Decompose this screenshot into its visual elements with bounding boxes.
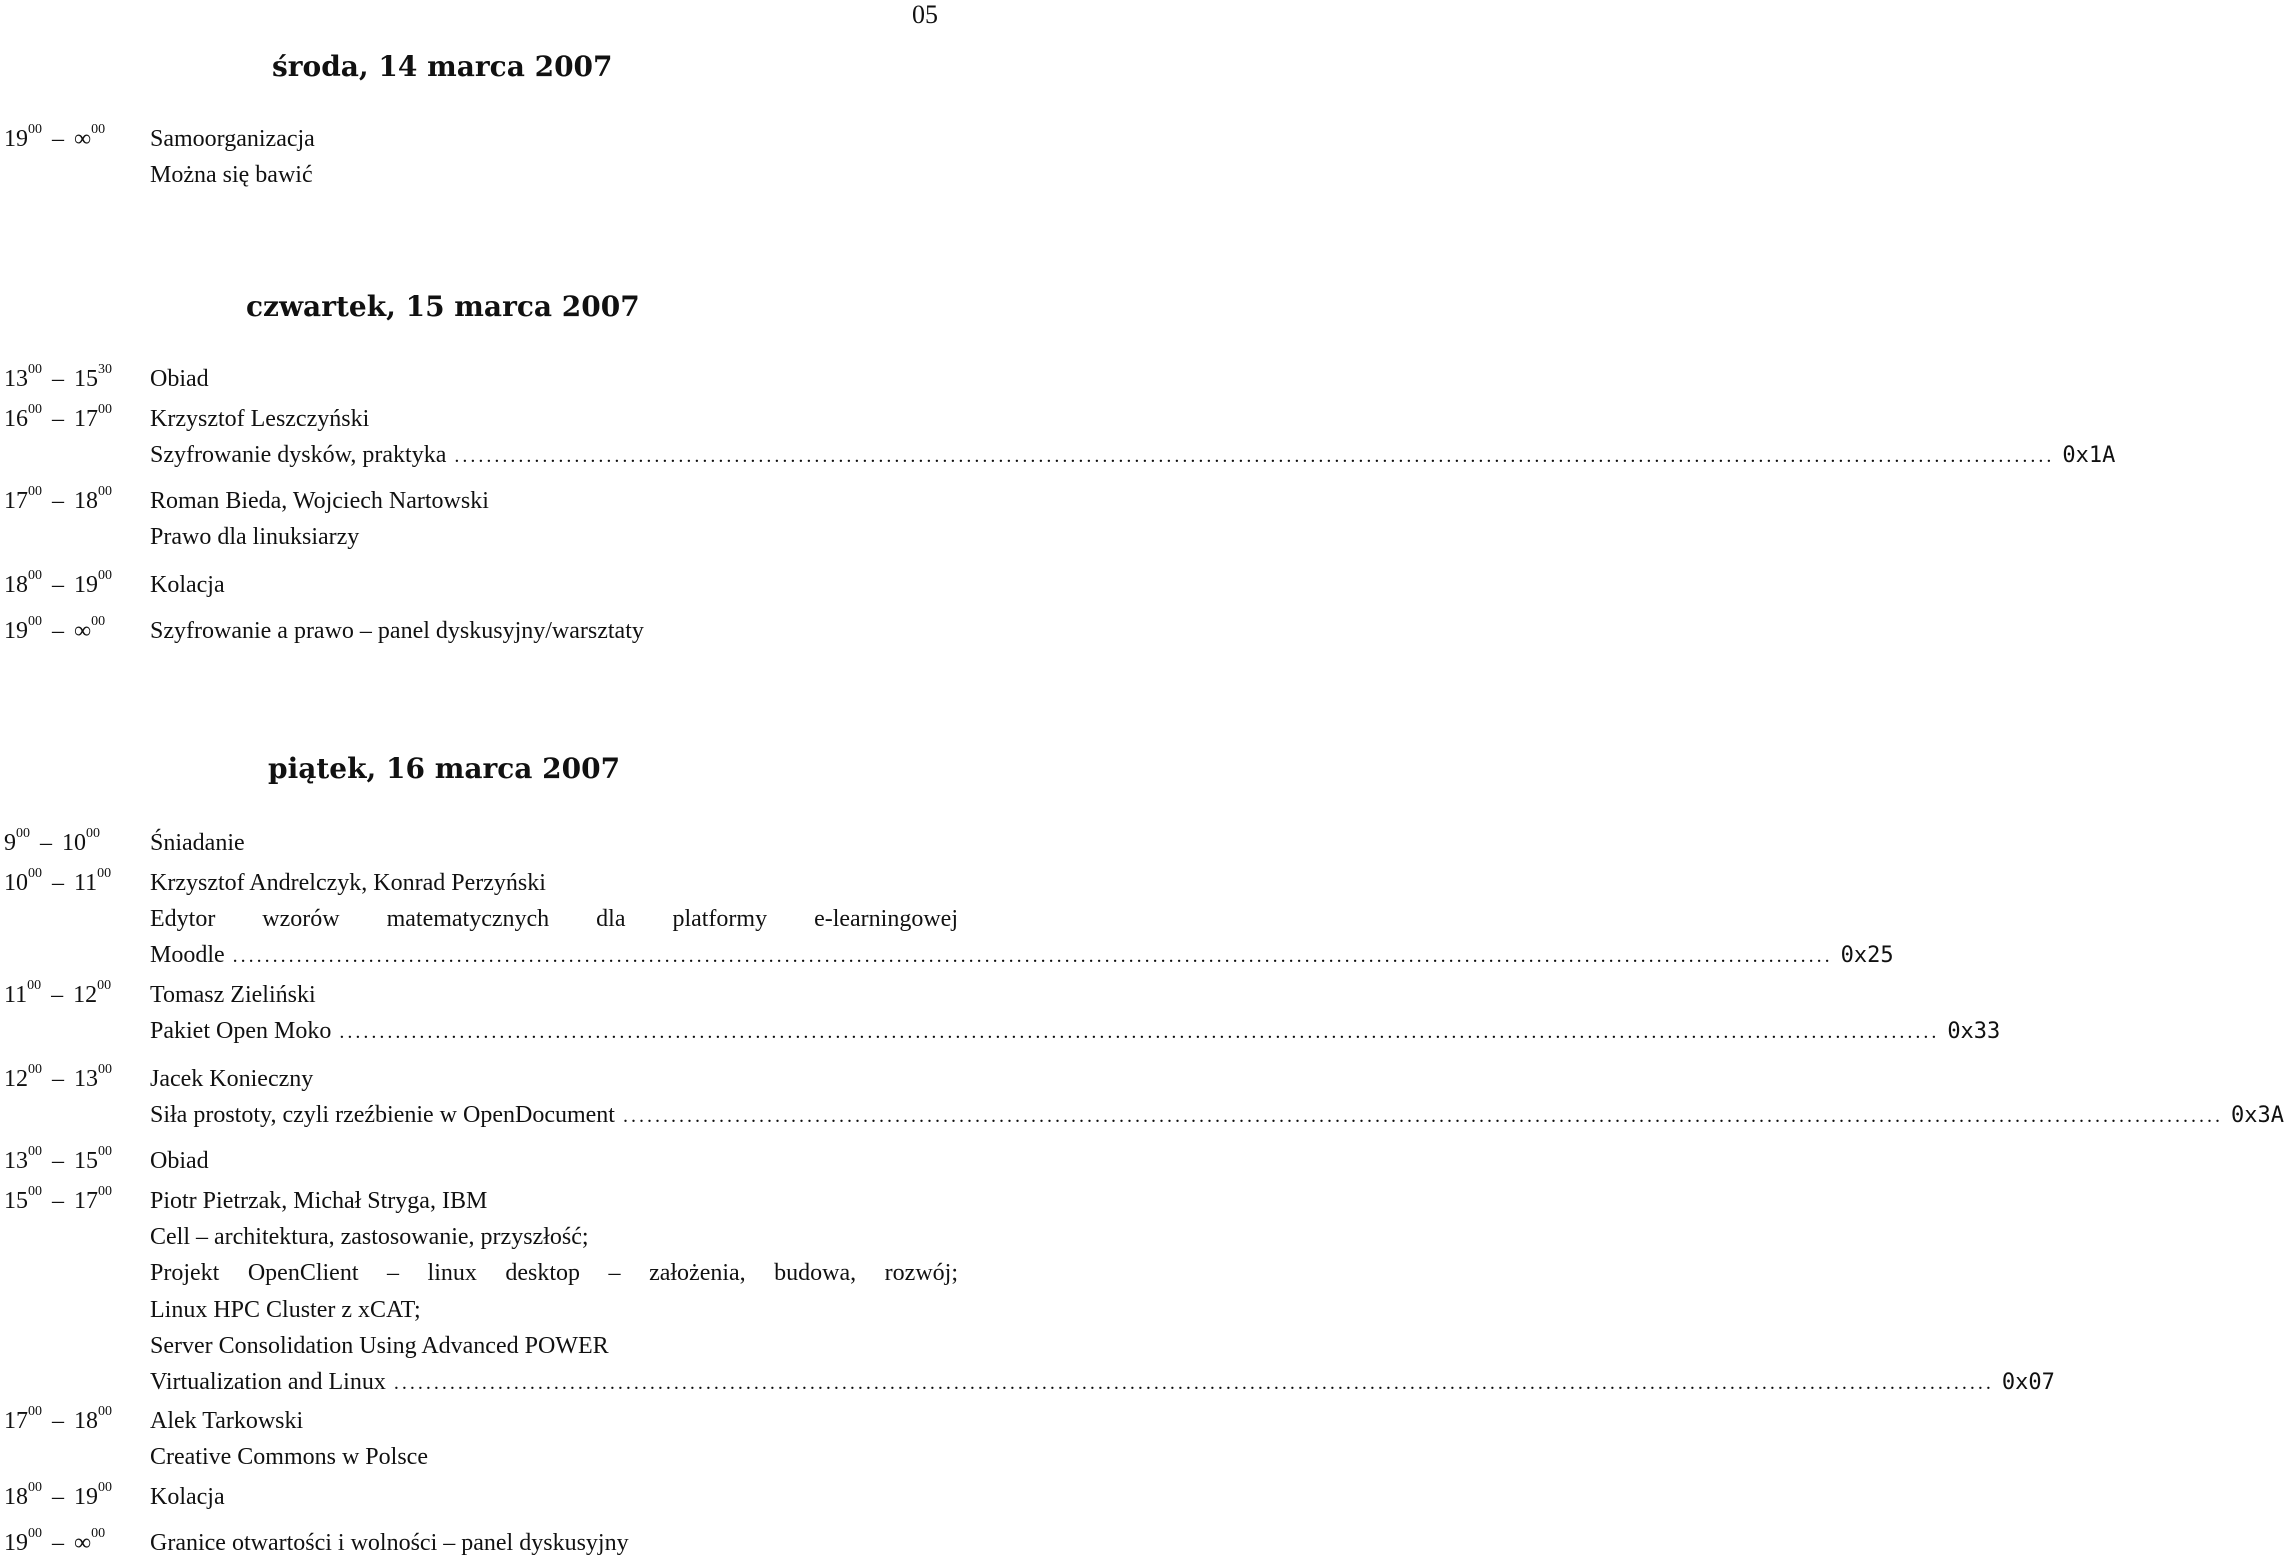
talk-title-line: [150, 1018, 2001, 1045]
talk-code: 0x07: [2001, 1370, 2055, 1395]
end-minute: 00: [97, 866, 112, 881]
time-dash: –: [52, 126, 64, 152]
end-minute: 30: [98, 362, 112, 377]
talk-title: Siła prostoty, czyli rzeźbienie w OpenDocument: [150, 1102, 615, 1128]
event-title: Krzysztof Leszczyński: [150, 406, 370, 432]
time-range: [4, 826, 144, 857]
talk-title-line: [150, 1369, 2055, 1396]
time-dash: –: [52, 870, 64, 896]
end-minute: 00: [91, 614, 106, 629]
time-dash: –: [52, 1408, 64, 1434]
time-dash: –: [40, 830, 52, 856]
talk-title: Virtualization and Linux: [150, 1369, 386, 1395]
time-range: [4, 1144, 144, 1175]
leader-dots: ........................................................................................................................................................................................................: [339, 1021, 1940, 1043]
time-range: [4, 978, 144, 1009]
time-range: [4, 1062, 144, 1093]
talk-title: Moodle: [150, 942, 225, 968]
event-title: Tomasz Zieliński: [150, 982, 316, 1008]
start-hour: 13: [4, 1148, 28, 1174]
talk-title-line: [150, 442, 2116, 469]
end-hour: 15: [74, 1148, 98, 1174]
start-hour: 16: [4, 406, 28, 432]
day-heading-wednesday: środa, 14 marca 2007: [272, 50, 613, 83]
end-hour: 10: [62, 830, 86, 856]
time-range: [4, 568, 144, 599]
end-minute: 00: [98, 1144, 112, 1159]
time-dash: –: [52, 1148, 64, 1174]
event-title: Obiad: [150, 1148, 209, 1174]
end-minute: 00: [98, 1184, 112, 1199]
start-hour: 15: [4, 1188, 28, 1214]
event-detail: Można się bawić: [150, 162, 313, 188]
start-hour: 18: [4, 572, 28, 598]
start-hour: 11: [4, 982, 28, 1008]
end-minute: 00: [98, 568, 112, 583]
time-dash: –: [52, 488, 64, 514]
end-hour: ∞: [74, 1530, 92, 1556]
event-detail: Cell – architektura, zastosowanie, przyszłość;: [150, 1224, 589, 1250]
event-detail: Prawo dla linuksiarzy: [150, 524, 360, 550]
event-title: Roman Bieda, Wojciech Nartowski: [150, 488, 489, 514]
event-title: Kolacja: [150, 1484, 225, 1510]
start-minute: 00: [28, 122, 42, 137]
end-hour: 13: [74, 1066, 98, 1092]
time-dash: –: [52, 1066, 64, 1092]
leader-dots: ........................................................................................................................................................................................................: [454, 445, 2055, 467]
start-minute: 00: [27, 978, 42, 993]
event-title: Jacek Konieczny: [150, 1066, 314, 1092]
end-hour: ∞: [74, 126, 92, 152]
end-minute: 00: [98, 402, 112, 417]
time-range: [4, 1184, 144, 1215]
time-range: [4, 866, 144, 897]
end-minute: 00: [98, 1480, 112, 1495]
event-title: Piotr Pietrzak, Michał Stryga, IBM: [150, 1188, 488, 1214]
time-range: [4, 484, 144, 515]
end-hour: 12: [73, 982, 98, 1008]
event-detail: Server Consolidation Using Advanced POWER: [150, 1333, 609, 1359]
talk-code: 0x3A: [2230, 1103, 2284, 1128]
end-minute: 00: [91, 122, 106, 137]
end-hour: 11: [74, 870, 98, 896]
end-hour: 17: [74, 1188, 98, 1214]
start-hour: 19: [4, 618, 28, 644]
time-dash: –: [52, 1188, 64, 1214]
event-detail: Creative Commons w Polsce: [150, 1444, 428, 1470]
start-hour: 19: [4, 126, 28, 152]
start-minute: 00: [16, 826, 30, 841]
end-minute: 00: [98, 484, 112, 499]
start-minute: 00: [28, 1526, 42, 1541]
time-range: [4, 1480, 144, 1511]
event-title: Śniadanie: [150, 830, 245, 856]
start-hour: 12: [4, 1066, 28, 1092]
day-heading-thursday: czwartek, 15 marca 2007: [246, 290, 640, 323]
end-hour: 18: [74, 488, 98, 514]
start-minute: 00: [28, 1144, 42, 1159]
time-range: [4, 402, 144, 433]
time-range: [4, 362, 144, 393]
end-hour: 18: [74, 1408, 98, 1434]
start-hour: 17: [4, 488, 28, 514]
start-hour: 9: [4, 830, 16, 856]
event-title: Granice otwartości i wolności – panel dyskusyjny: [150, 1530, 629, 1556]
start-minute: 00: [28, 484, 42, 499]
leader-dots: ........................................................................................................................................................................................................: [622, 1105, 2223, 1127]
end-hour: 19: [74, 572, 98, 598]
end-minute: 00: [91, 1526, 106, 1541]
start-minute: 00: [28, 1480, 42, 1495]
talk-code: 0x33: [1947, 1019, 2001, 1044]
start-minute: 00: [28, 614, 42, 629]
time-dash: –: [52, 572, 64, 598]
start-hour: 18: [4, 1484, 28, 1510]
time-dash: –: [52, 1530, 64, 1556]
end-minute: 00: [97, 978, 112, 993]
event-title: Samoorganizacja: [150, 126, 315, 152]
event-detail: Edytor wzorów matematycznych dla platformy e-learningowej: [150, 906, 958, 932]
start-minute: 00: [28, 362, 42, 377]
start-hour: 17: [4, 1408, 28, 1434]
time-dash: –: [52, 1484, 64, 1510]
start-minute: 00: [28, 866, 42, 881]
start-hour: 19: [4, 1530, 28, 1556]
time-range: [4, 122, 144, 153]
event-title: Kolacja: [150, 572, 225, 598]
time-range: [4, 1526, 144, 1557]
time-dash: –: [51, 982, 64, 1008]
start-minute: 00: [28, 1404, 42, 1419]
start-minute: 00: [28, 402, 42, 417]
leader-dots: ........................................................................................................................................................................................................: [393, 1372, 1994, 1394]
time-dash: –: [52, 618, 64, 644]
end-hour: 17: [74, 406, 98, 432]
talk-title-line: [150, 1102, 2284, 1129]
talk-code: 0x1A: [2062, 443, 2116, 468]
event-title: Szyfrowanie a prawo – panel dyskusyjny/warsztaty: [150, 618, 644, 644]
talk-code: 0x25: [1840, 943, 1894, 968]
talk-title: Szyfrowanie dysków, praktyka: [150, 442, 447, 468]
end-hour: 15: [74, 366, 98, 392]
start-minute: 00: [28, 568, 42, 583]
time-range: [4, 1404, 144, 1435]
end-minute: 00: [98, 1062, 112, 1077]
talk-title: Pakiet Open Moko: [150, 1018, 332, 1044]
end-hour: ∞: [74, 618, 92, 644]
day-heading-friday: piątek, 16 marca 2007: [268, 752, 621, 785]
event-title: Obiad: [150, 366, 209, 392]
event-title: Alek Tarkowski: [150, 1408, 304, 1434]
start-hour: 13: [4, 366, 28, 392]
time-dash: –: [52, 366, 64, 392]
start-hour: 10: [4, 870, 28, 896]
talk-title-line: [150, 942, 1894, 969]
time-dash: –: [52, 406, 64, 432]
time-range: [4, 614, 144, 645]
end-minute: 00: [98, 1404, 112, 1419]
event-detail: Projekt OpenClient – linux desktop – założenia, budowa, rozwój;: [150, 1260, 958, 1286]
start-minute: 00: [28, 1184, 42, 1199]
end-hour: 19: [74, 1484, 98, 1510]
event-detail: Linux HPC Cluster z xCAT;: [150, 1297, 421, 1323]
leader-dots: ........................................................................................................................................................................................................: [232, 945, 1833, 967]
event-title: Krzysztof Andrelczyk, Konrad Perzyński: [150, 870, 546, 896]
page-number: 05: [912, 0, 938, 29]
start-minute: 00: [28, 1062, 42, 1077]
end-minute: 00: [86, 826, 100, 841]
